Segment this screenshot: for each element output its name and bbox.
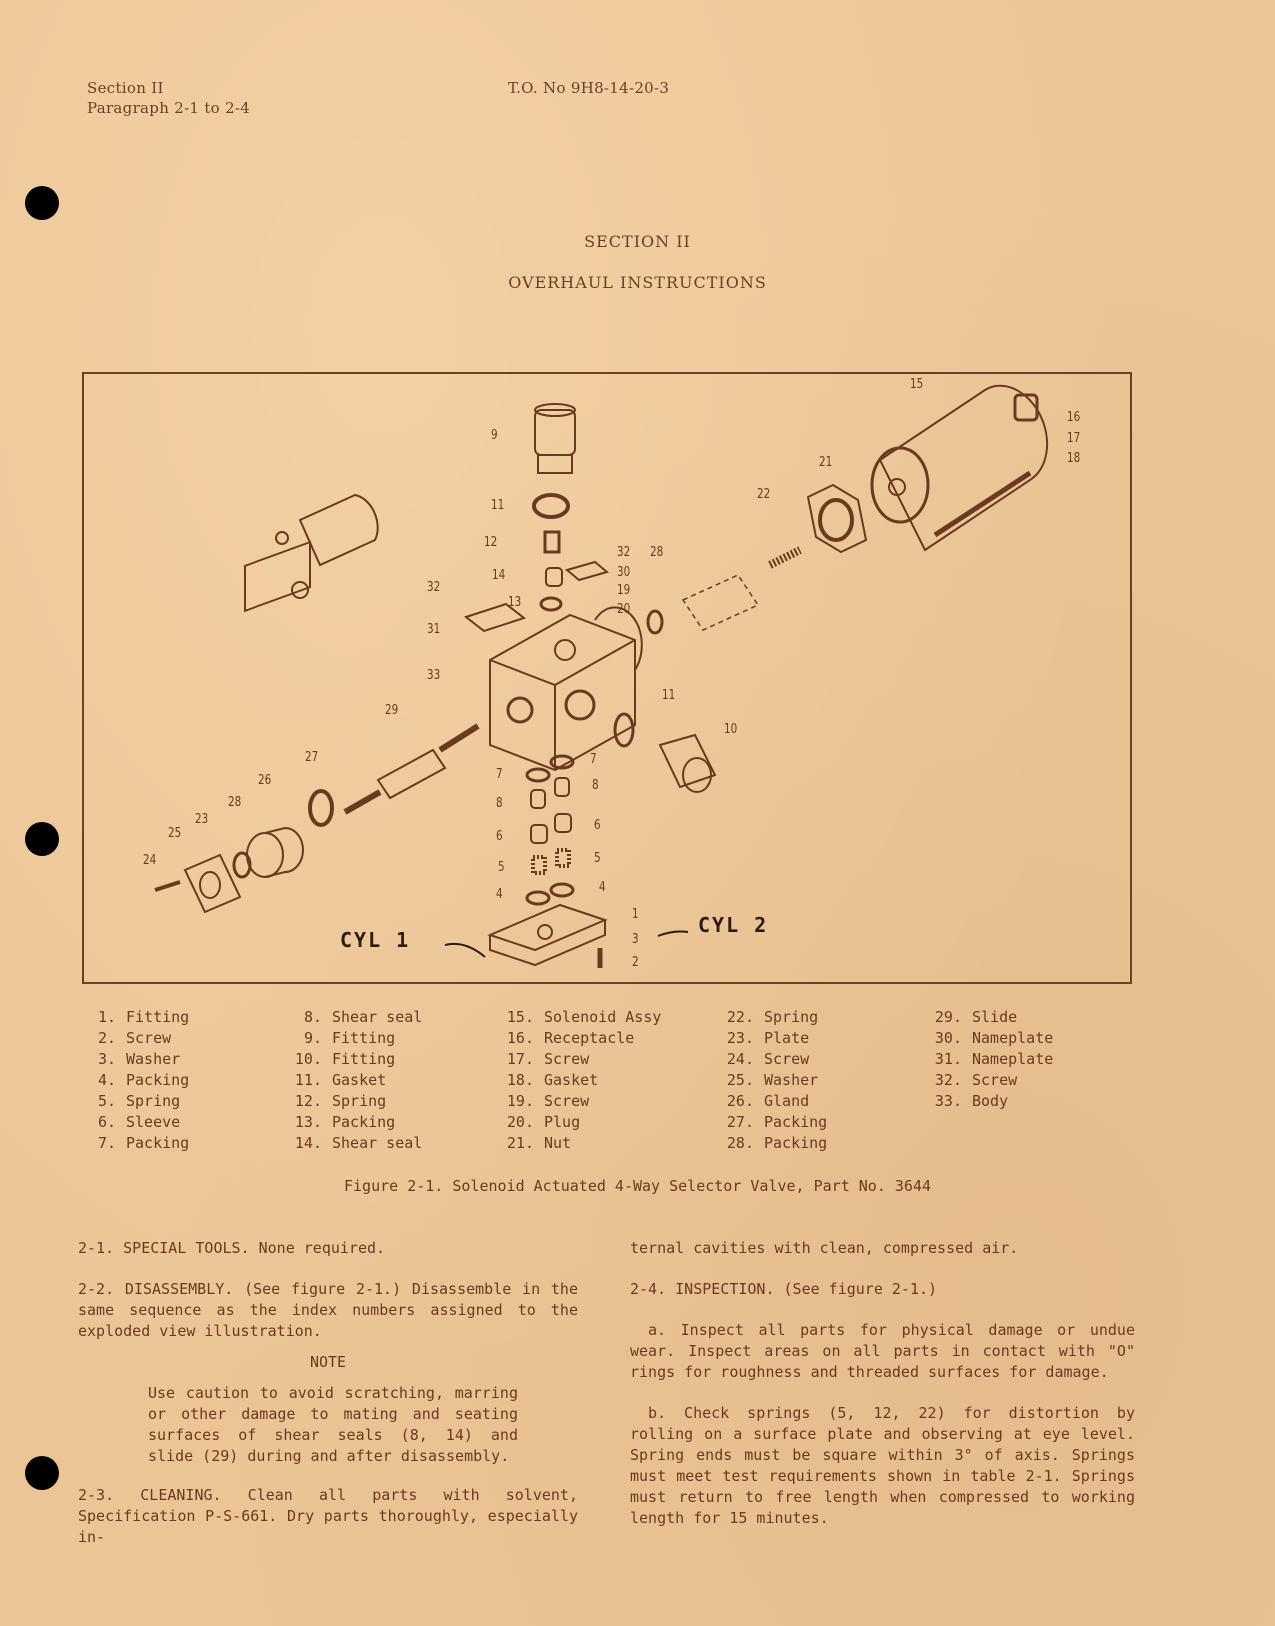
callout-12: 12 bbox=[484, 535, 498, 550]
gland-26-icon bbox=[247, 828, 303, 877]
callout-31: 31 bbox=[427, 622, 441, 637]
assembled-valve-icon bbox=[245, 495, 378, 611]
note-text: Use caution to avoid scratching, marring or other damage to mating and seating surfaces of shear seals (8, 14) and slide (29) during and after disassembly. bbox=[148, 1384, 518, 1465]
handwritten-cyl-1: CYL 1 bbox=[340, 928, 411, 952]
callout-17: 17 bbox=[1067, 431, 1081, 446]
callout-26: 26 bbox=[258, 773, 272, 788]
legend-column-3 bbox=[500, 1007, 661, 1154]
callout-32: 32 bbox=[427, 580, 441, 595]
legend-item: 18. Gasket bbox=[506, 1071, 599, 1089]
solenoid-15-icon bbox=[872, 386, 1047, 550]
legend-item: 9. Fitting bbox=[303, 1029, 396, 1047]
legend-item: 16. Receptacle bbox=[506, 1029, 635, 1047]
legend-item: 31. Nameplate bbox=[934, 1050, 1054, 1068]
paragraph-2-2: 2-2. DISASSEMBLY. (See figure 2-1.) Disassemble in the same sequence as the index numbers assigned to the exploded view illustration. bbox=[78, 1280, 578, 1340]
callout-30: 30 bbox=[617, 565, 631, 580]
stacked-seals-icon bbox=[527, 756, 573, 904]
legend-column-4 bbox=[720, 1007, 827, 1154]
callout-33: 33 bbox=[427, 668, 441, 683]
callout-3: 3 bbox=[632, 932, 639, 947]
callout-32b: 32 bbox=[617, 545, 631, 560]
legend-item: 21. Nut bbox=[506, 1134, 572, 1152]
legend-item: 17. Screw bbox=[506, 1050, 590, 1068]
legend-item: 5. Spring bbox=[97, 1092, 181, 1110]
callout-25: 25 bbox=[168, 826, 182, 841]
right-column bbox=[630, 1238, 1135, 1529]
callout-5-right: 5 bbox=[594, 851, 601, 866]
callout-28b: 28 bbox=[228, 795, 242, 810]
legend-column-1 bbox=[82, 1007, 189, 1154]
callout-2: 2 bbox=[632, 955, 639, 970]
legend-item: 12. Spring bbox=[294, 1092, 387, 1110]
left-column bbox=[78, 1238, 578, 1548]
legend-item: 2. Screw bbox=[97, 1029, 172, 1047]
legend-item: 4. Packing bbox=[97, 1071, 190, 1089]
callout-11b: 11 bbox=[662, 688, 676, 703]
legend-item: 32. Screw bbox=[934, 1071, 1018, 1089]
callout-27: 27 bbox=[305, 750, 319, 765]
legend-item: 25. Washer bbox=[726, 1071, 819, 1089]
legend-item: 33. Body bbox=[934, 1092, 1009, 1110]
legend-item: 19. Screw bbox=[506, 1092, 590, 1110]
legend-item: 22. Spring bbox=[726, 1008, 819, 1026]
callout-10: 10 bbox=[724, 722, 738, 737]
legend-item: 20. Plug bbox=[506, 1113, 581, 1131]
legend-item: 3. Washer bbox=[97, 1050, 181, 1068]
legend-item: 7. Packing bbox=[97, 1134, 190, 1152]
legend-item: 29. Slide bbox=[934, 1008, 1018, 1026]
callout-19: 19 bbox=[617, 583, 631, 598]
legend-item: 26. Gland bbox=[726, 1092, 810, 1110]
callout-11: 11 bbox=[491, 498, 505, 513]
legend-item: 11. Gasket bbox=[294, 1071, 387, 1089]
legend-item: 14. Shear seal bbox=[294, 1134, 423, 1152]
page-heading: OVERHAUL INSTRUCTIONS bbox=[508, 273, 767, 292]
section-title: SECTION II bbox=[584, 232, 691, 251]
legend-item: 13. Packing bbox=[294, 1113, 396, 1131]
callout-4-left: 4 bbox=[496, 887, 503, 902]
paragraph-2-3-continued: ternal cavities with clean, compressed air. bbox=[630, 1239, 1019, 1257]
callout-8-right: 8 bbox=[592, 778, 599, 793]
callout-6-left: 6 bbox=[496, 829, 503, 844]
callout-23: 23 bbox=[195, 812, 209, 827]
legend-item: 8. Shear seal bbox=[303, 1008, 423, 1026]
handwritten-cyl-2: CYL 2 bbox=[698, 913, 769, 937]
callout-6-right: 6 bbox=[594, 818, 601, 833]
fitting-1-icon bbox=[490, 905, 605, 965]
note-title: NOTE bbox=[309, 1353, 347, 1371]
nut-21-icon bbox=[808, 485, 866, 552]
callout-7-left: 7 bbox=[496, 767, 503, 782]
callout-18: 18 bbox=[1067, 451, 1081, 466]
paragraph-2-4: 2-4. INSPECTION. (See figure 2-1.) bbox=[630, 1280, 938, 1298]
legend-column-5 bbox=[928, 1007, 1053, 1112]
legend-item: 28. Packing bbox=[726, 1134, 828, 1152]
legend-item: 30. Nameplate bbox=[934, 1029, 1054, 1047]
paragraph-2-3: 2-3. CLEANING. Clean all parts with solvent, Specification P-S-661. Dry parts thoroughly, especially in- bbox=[78, 1486, 578, 1546]
legend-item: 23. Plate bbox=[726, 1029, 810, 1047]
body-33-icon bbox=[490, 607, 642, 770]
legend-item: 6. Sleeve bbox=[97, 1113, 181, 1131]
slide-29-icon bbox=[345, 726, 478, 812]
paragraph-2-4-b: b. Check springs (5, 12, 22) for distortion by rolling on a surface plate and observing at eye level. Spring ends must be square within 3° of axis. Springs must meet test requirements shown in table 2-1. Springs must return to free length when compressed to working length for 15 minutes. bbox=[630, 1404, 1135, 1527]
legend-item: 27. Packing bbox=[726, 1113, 828, 1131]
callout-4-right: 4 bbox=[599, 880, 606, 895]
fitting-9-icon bbox=[535, 404, 575, 473]
callout-21: 21 bbox=[819, 455, 833, 470]
callout-15: 15 bbox=[910, 377, 924, 392]
legend-item: 1. Fitting bbox=[97, 1008, 190, 1026]
callout-20: 20 bbox=[617, 602, 631, 617]
legend-item: 24. Screw bbox=[726, 1050, 810, 1068]
paragraph-2-1: 2-1. SPECIAL TOOLS. None required. bbox=[78, 1239, 386, 1257]
paragraph-2-4-a: a. Inspect all parts for physical damage or undue wear. Inspect areas on all parts in contact with "O" rings for roughness and threaded surfaces for damage. bbox=[630, 1321, 1135, 1381]
callout-5-left: 5 bbox=[498, 860, 505, 875]
callout-22: 22 bbox=[757, 487, 771, 502]
figure-caption: Figure 2-1. Solenoid Actuated 4-Way Selector Valve, Part No. 3644 bbox=[344, 1177, 931, 1195]
header-paragraph-range: Paragraph 2-1 to 2-4 bbox=[87, 99, 251, 117]
callout-8-left: 8 bbox=[496, 796, 503, 811]
legend-item: 10. Fitting bbox=[294, 1050, 396, 1068]
callout-9: 9 bbox=[491, 428, 498, 443]
binder-hole-bottom bbox=[25, 1456, 59, 1490]
header-section: Section II bbox=[87, 79, 164, 97]
callout-13: 13 bbox=[508, 595, 522, 610]
legend-item: 15. Solenoid Assy bbox=[506, 1008, 662, 1026]
callout-14: 14 bbox=[492, 568, 506, 583]
callout-28: 28 bbox=[650, 545, 664, 560]
legend-column-2 bbox=[288, 1007, 422, 1154]
callout-29: 29 bbox=[385, 703, 399, 718]
callout-1: 1 bbox=[632, 907, 639, 922]
header-to-number: T.O. No 9H8-14-20-3 bbox=[508, 79, 670, 97]
callout-7-right: 7 bbox=[590, 752, 597, 767]
callout-24: 24 bbox=[143, 853, 157, 868]
callout-16: 16 bbox=[1067, 410, 1081, 425]
fitting-10-icon bbox=[660, 735, 715, 792]
